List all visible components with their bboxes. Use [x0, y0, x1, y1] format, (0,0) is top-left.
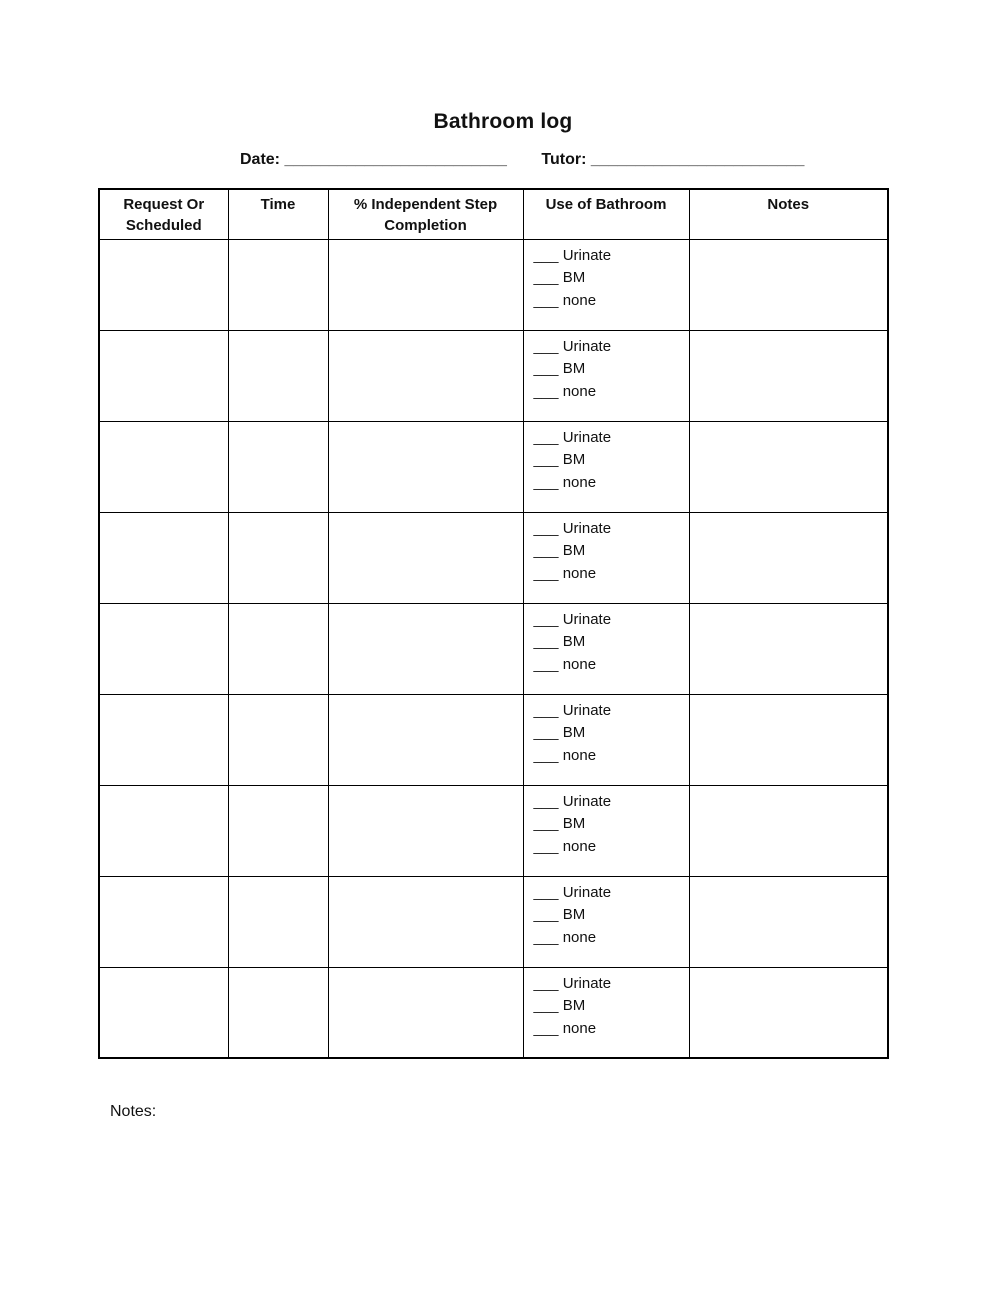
cell-use-of-bathroom	[523, 512, 689, 603]
cell-independent-step-completion	[328, 421, 523, 512]
option-label: Urinate	[562, 701, 612, 719]
option-label: Urinate	[562, 974, 612, 992]
cell-request-or-scheduled	[99, 967, 228, 1058]
bathroom-option	[534, 245, 685, 268]
option-label: Urinate	[562, 792, 612, 810]
option-blank-line: ___	[533, 269, 559, 286]
date-tutor-row	[240, 151, 1006, 169]
option-blank-line: ___	[533, 928, 559, 946]
option-blank-line: ___	[533, 724, 559, 741]
cell-notes	[689, 694, 888, 785]
option-blank-line: ___	[533, 360, 559, 377]
cell-time	[228, 785, 328, 876]
table-row	[99, 785, 888, 876]
cell-use-of-bathroom	[523, 421, 689, 512]
cell-request-or-scheduled	[99, 330, 228, 421]
cell-use-of-bathroom	[523, 967, 689, 1058]
option-label: BM	[562, 815, 586, 832]
cell-use-of-bathroom	[523, 603, 689, 694]
option-blank-line: ___	[533, 837, 559, 855]
cell-time	[228, 694, 328, 785]
option-label: BM	[562, 542, 586, 559]
bathroom-option	[534, 427, 685, 450]
bathroom-option	[534, 563, 685, 586]
tutor-label: Tutor:	[541, 151, 587, 168]
option-blank-line: ___	[533, 997, 559, 1014]
header-use-of-bathroom: Use of Bathroom	[523, 189, 689, 239]
option-label: none	[562, 564, 597, 582]
bathroom-option	[534, 836, 685, 859]
table-row	[99, 330, 888, 421]
footer-notes-label: Notes:	[110, 1103, 157, 1120]
bathroom-option	[534, 813, 685, 836]
cell-request-or-scheduled	[99, 512, 228, 603]
option-blank-line: ___	[533, 655, 559, 673]
option-label: BM	[562, 269, 586, 286]
bathroom-option	[534, 995, 685, 1018]
option-label: BM	[562, 633, 586, 650]
bathroom-option	[534, 745, 685, 768]
cell-notes	[689, 967, 888, 1058]
bathroom-option	[534, 381, 685, 404]
option-label: none	[562, 291, 597, 309]
cell-independent-step-completion	[328, 785, 523, 876]
table-row	[99, 694, 888, 785]
option-label: none	[562, 928, 597, 946]
cell-independent-step-completion	[328, 876, 523, 967]
cell-time	[228, 421, 328, 512]
option-label: none	[562, 1019, 597, 1037]
option-blank-line: ___	[533, 337, 559, 355]
cell-request-or-scheduled	[99, 421, 228, 512]
option-label: Urinate	[562, 519, 612, 537]
cell-use-of-bathroom	[523, 694, 689, 785]
bathroom-option	[534, 791, 685, 814]
bathroom-option	[534, 973, 685, 996]
option-label: Urinate	[562, 246, 612, 264]
bathroom-option	[534, 904, 685, 927]
table-row	[99, 876, 888, 967]
option-blank-line: ___	[533, 792, 559, 810]
bathroom-option	[534, 927, 685, 950]
option-label: none	[562, 473, 597, 491]
bathroom-log-table	[98, 188, 889, 1059]
bathroom-option	[534, 358, 685, 381]
cell-time	[228, 330, 328, 421]
option-blank-line: ___	[533, 974, 559, 992]
cell-time	[228, 239, 328, 330]
cell-independent-step-completion	[328, 330, 523, 421]
option-blank-line: ___	[533, 815, 559, 832]
option-blank-line: ___	[533, 746, 559, 764]
bathroom-option	[534, 609, 685, 632]
cell-notes	[689, 603, 888, 694]
option-label: none	[562, 837, 597, 855]
cell-use-of-bathroom	[523, 785, 689, 876]
date-label: Date:	[240, 151, 281, 168]
date-blank-line: _________________________	[284, 151, 507, 168]
bathroom-option	[534, 882, 685, 905]
cell-time	[228, 876, 328, 967]
cell-notes	[689, 876, 888, 967]
option-label: Urinate	[562, 428, 612, 446]
option-blank-line: ___	[533, 883, 559, 901]
table-row	[99, 421, 888, 512]
cell-request-or-scheduled	[99, 603, 228, 694]
option-label: none	[562, 655, 597, 673]
table-body	[99, 239, 888, 1058]
bathroom-option	[534, 722, 685, 745]
option-blank-line: ___	[533, 564, 559, 582]
option-label: BM	[562, 997, 586, 1014]
option-blank-line: ___	[533, 246, 559, 264]
cell-notes	[689, 421, 888, 512]
option-label: Urinate	[562, 883, 612, 901]
header-independent-step-completion: % Independent Step Completion	[328, 189, 523, 239]
cell-independent-step-completion	[328, 603, 523, 694]
option-label: BM	[562, 724, 586, 741]
cell-use-of-bathroom	[523, 239, 689, 330]
option-label: none	[562, 382, 597, 400]
cell-independent-step-completion	[328, 694, 523, 785]
option-blank-line: ___	[533, 701, 559, 719]
table-row	[99, 603, 888, 694]
table-row	[99, 967, 888, 1058]
bathroom-option	[534, 518, 685, 541]
option-blank-line: ___	[533, 542, 559, 559]
cell-independent-step-completion	[328, 512, 523, 603]
header-row	[99, 189, 888, 239]
tutor-group	[541, 151, 804, 168]
bathroom-option	[534, 267, 685, 290]
table-row	[99, 239, 888, 330]
option-blank-line: ___	[533, 382, 559, 400]
option-blank-line: ___	[533, 633, 559, 650]
option-label: Urinate	[562, 610, 612, 628]
cell-independent-step-completion	[328, 239, 523, 330]
option-blank-line: ___	[533, 291, 559, 309]
cell-independent-step-completion	[328, 967, 523, 1058]
header-notes: Notes	[689, 189, 888, 239]
option-blank-line: ___	[533, 473, 559, 491]
cell-use-of-bathroom	[523, 876, 689, 967]
cell-time	[228, 603, 328, 694]
cell-notes	[689, 785, 888, 876]
bathroom-option	[534, 1018, 685, 1041]
bathroom-option	[534, 540, 685, 563]
bathroom-option	[534, 700, 685, 723]
cell-request-or-scheduled	[99, 694, 228, 785]
option-label: BM	[562, 906, 586, 923]
bathroom-option	[534, 472, 685, 495]
option-blank-line: ___	[533, 906, 559, 923]
cell-request-or-scheduled	[99, 876, 228, 967]
cell-use-of-bathroom	[523, 330, 689, 421]
option-label: BM	[562, 360, 586, 377]
cell-notes	[689, 512, 888, 603]
option-blank-line: ___	[533, 1019, 559, 1037]
table-row	[99, 512, 888, 603]
option-blank-line: ___	[533, 610, 559, 628]
cell-notes	[689, 239, 888, 330]
option-label: Urinate	[562, 337, 612, 355]
cell-notes	[689, 330, 888, 421]
cell-time	[228, 967, 328, 1058]
bathroom-option	[534, 290, 685, 313]
page-title: Bathroom log	[433, 110, 573, 133]
cell-time	[228, 512, 328, 603]
cell-request-or-scheduled	[99, 239, 228, 330]
option-blank-line: ___	[533, 451, 559, 468]
option-label: none	[562, 746, 597, 764]
bathroom-option	[534, 631, 685, 654]
bathroom-option	[534, 336, 685, 359]
bathroom-option	[534, 449, 685, 472]
cell-request-or-scheduled	[99, 785, 228, 876]
option-label: BM	[562, 451, 586, 468]
header-request-or-scheduled: Request Or Scheduled	[99, 189, 228, 239]
bathroom-option	[534, 654, 685, 677]
option-blank-line: ___	[533, 519, 559, 537]
tutor-blank-line: ________________________	[590, 151, 805, 168]
option-blank-line: ___	[533, 428, 559, 446]
header-time: Time	[228, 189, 328, 239]
